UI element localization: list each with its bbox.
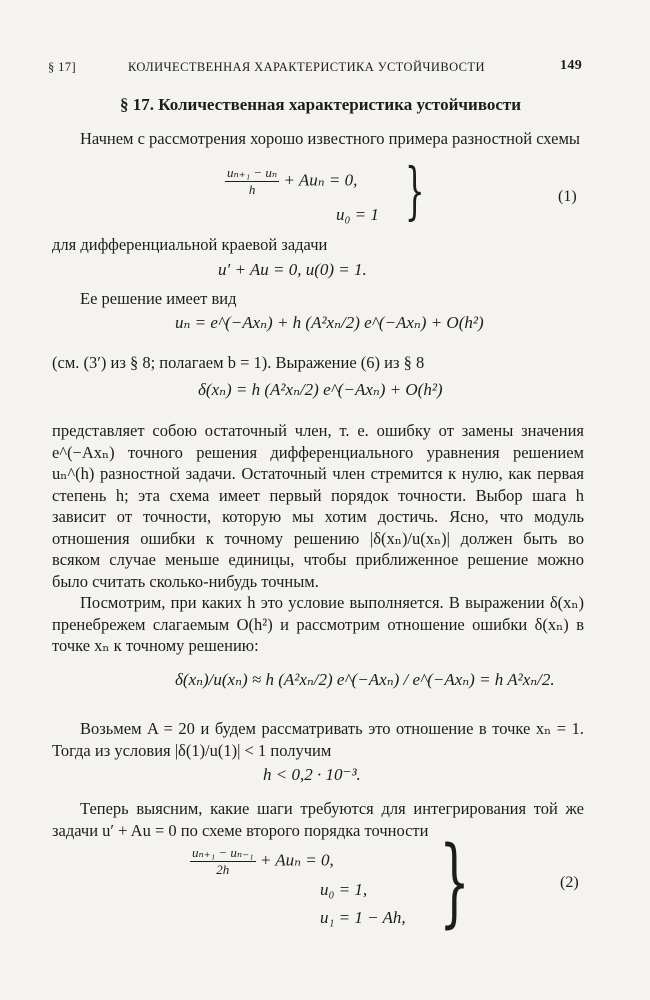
eq7-brace: }	[439, 826, 470, 938]
header-section: § 17]	[48, 60, 77, 74]
equation-7	[190, 845, 334, 878]
eq1-denominator: h	[248, 182, 256, 197]
section-title: § 17. Количественная характеристика устойчивости	[120, 95, 522, 114]
equation-3: uₙ = e^(−Axₙ) + h (A²xₙ/2) e^(−Axₙ) + O(h²)	[175, 313, 484, 332]
equation-7-line3: u₁ = 1 − Ah,	[320, 908, 406, 927]
equation-7-line2: u₀ = 1,	[320, 880, 368, 899]
header-running-title: КОЛИЧЕСТВЕННАЯ ХАРАКТЕРИСТИКА УСТОЙЧИВОСТИ	[128, 60, 485, 74]
eq1-label: (1)	[558, 188, 577, 205]
eq7-rest: + Auₙ = 0,	[259, 850, 334, 870]
paragraph-5: представляет собою остаточный член, т. е. ошибку от замены значения e^(−Axₙ) точного решения дифференциального уравнения решением uₙ^(h) разностной задачи. Остаточный член стремится к нулю, как первая степень h; эта схема имеет первый порядок точности. Выбор шага h зависит от точности, которую мы хотим достичь. Ясно, что модуль отношения ошибки к точному решению |δ(xₙ)/u(xₙ)| должен быть во всяком случае меньше единицы, чтобы приближенное решение можно было считать сколько-нибудь точным.	[52, 421, 584, 591]
equation-1-line2: u₀ = 1	[336, 205, 379, 224]
paragraph-3: Ее решение имеет вид	[80, 289, 237, 308]
eq1-rest: + Auₙ = 0,	[283, 170, 358, 190]
equation-6: h < 0,2 · 10⁻³.	[263, 765, 361, 784]
paragraph-8: Теперь выясним, какие шаги требуются для интегрирования той же задачи u′ + Au = 0 по схеме второго порядка точности	[52, 799, 584, 840]
paragraph-7: Возьмем A = 20 и будем рассматривать это отношение в точке xₙ = 1. Тогда из условия |δ(1)/u(1)| < 1 получим	[52, 719, 584, 760]
eq7-numerator: uₙ₊₁ − uₙ₋₁	[192, 845, 254, 860]
eq7-label: (2)	[560, 874, 579, 891]
paragraph-2: для дифференциальной краевой задачи	[52, 235, 328, 254]
eq1-fraction	[225, 165, 279, 198]
paragraph-4: (см. (3′) из § 8; полагаем b = 1). Выражение (6) из § 8	[52, 353, 425, 372]
equation-5: δ(xₙ)/u(xₙ) ≈ h (A²xₙ/2) e^(−Axₙ) / e^(−Axₙ) = h A²xₙ/2.	[175, 670, 555, 689]
paragraph-6: Посмотрим, при каких h это условие выполняется. В выражении δ(xₙ) пренебрежем слагаемым O(h²) и рассмотрим отношение ошибки δ(xₙ) в точке xₙ к точному решению:	[52, 593, 584, 655]
eq1-brace: }	[404, 154, 425, 227]
equation-2: u′ + Au = 0, u(0) = 1.	[218, 260, 367, 279]
eq7-denominator: 2h	[216, 862, 230, 877]
paragraph-1: Начнем с рассмотрения хорошо известного примера разностной схемы	[80, 129, 580, 148]
eq1-numerator: uₙ₊₁ − uₙ	[227, 165, 278, 180]
equation-4: δ(xₙ) = h (A²xₙ/2) e^(−Axₙ) + O(h²)	[198, 380, 443, 399]
equation-1	[225, 165, 357, 198]
page-number: 149	[560, 58, 583, 73]
eq7-fraction	[190, 845, 256, 878]
